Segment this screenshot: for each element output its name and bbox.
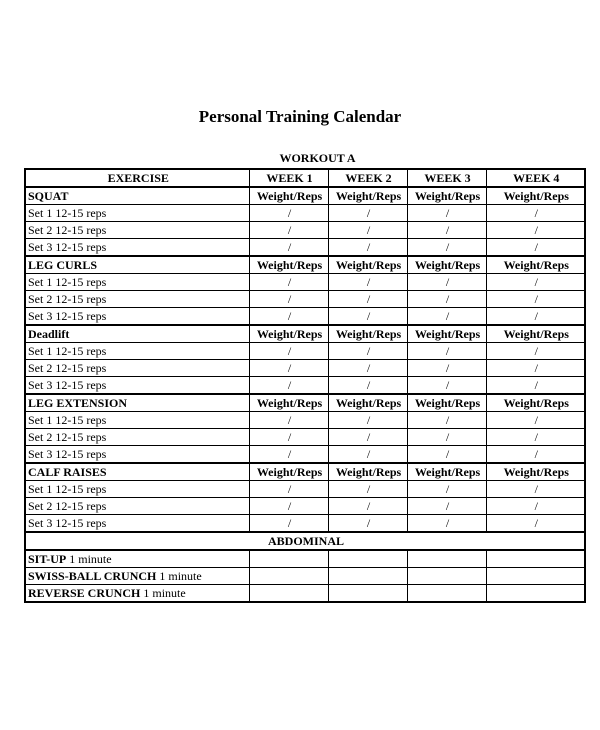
set-row [25, 222, 585, 239]
set-label: Set 1 12-15 reps [25, 412, 249, 429]
week-4-entry-cell[interactable]: / [486, 222, 585, 239]
week-4-entry-cell[interactable]: / [486, 481, 585, 498]
exercise-header-row [25, 187, 585, 205]
set-row [25, 446, 585, 464]
set-label: Set 2 12-15 reps [25, 291, 249, 308]
week-4-entry-cell[interactable]: / [486, 429, 585, 446]
week-1-entry-cell[interactable]: / [249, 239, 328, 257]
weight-reps-label: Weight/Reps [249, 394, 328, 412]
week-1-entry-cell[interactable]: / [249, 291, 328, 308]
week-2-entry-cell[interactable] [328, 585, 407, 603]
week-2-entry-cell[interactable]: / [328, 222, 407, 239]
weight-reps-label: Weight/Reps [486, 187, 585, 205]
set-label: Set 3 12-15 reps [25, 377, 249, 395]
abdominal-row [25, 585, 585, 603]
abdominal-exercise-duration: 1 minute [143, 586, 186, 600]
weight-reps-label: Weight/Reps [249, 187, 328, 205]
week-1-entry-cell[interactable] [249, 585, 328, 603]
set-row [25, 498, 585, 515]
week-4-header: WEEK 4 [486, 169, 585, 187]
week-2-entry-cell[interactable]: / [328, 446, 407, 464]
week-1-entry-cell[interactable]: / [249, 377, 328, 395]
week-1-entry-cell[interactable]: / [249, 515, 328, 533]
set-row [25, 308, 585, 326]
week-3-entry-cell[interactable]: / [407, 239, 486, 257]
set-label: Set 3 12-15 reps [25, 239, 249, 257]
week-2-entry-cell[interactable]: / [328, 308, 407, 326]
week-3-entry-cell[interactable]: / [407, 412, 486, 429]
week-3-entry-cell[interactable]: / [407, 343, 486, 360]
set-row [25, 481, 585, 498]
set-label: Set 3 12-15 reps [25, 308, 249, 326]
week-4-entry-cell[interactable]: / [486, 412, 585, 429]
week-4-entry-cell[interactable]: / [486, 291, 585, 308]
exercise-name: LEG EXTENSION [25, 394, 249, 412]
exercise-name: Deadlift [25, 325, 249, 343]
set-label: Set 3 12-15 reps [25, 446, 249, 464]
set-label: Set 1 12-15 reps [25, 274, 249, 291]
exercise-header-row [25, 394, 585, 412]
week-1-entry-cell[interactable]: / [249, 222, 328, 239]
exercise-header-row [25, 325, 585, 343]
week-1-entry-cell[interactable]: / [249, 360, 328, 377]
week-4-entry-cell[interactable] [486, 568, 585, 585]
week-3-entry-cell[interactable]: / [407, 308, 486, 326]
header-row [25, 169, 585, 187]
set-label: Set 3 12-15 reps [25, 515, 249, 533]
set-label: Set 2 12-15 reps [25, 429, 249, 446]
week-4-entry-cell[interactable]: / [486, 308, 585, 326]
weight-reps-label: Weight/Reps [249, 463, 328, 481]
week-2-entry-cell[interactable]: / [328, 498, 407, 515]
abdominal-row [25, 568, 585, 585]
set-row [25, 239, 585, 257]
week-3-entry-cell[interactable] [407, 585, 486, 603]
week-4-entry-cell[interactable]: / [486, 239, 585, 257]
abdominal-exercise-name: SIT-UP [28, 552, 67, 566]
set-label: Set 1 12-15 reps [25, 343, 249, 360]
week-1-entry-cell[interactable]: / [249, 429, 328, 446]
week-1-entry-cell[interactable] [249, 550, 328, 568]
week-3-entry-cell[interactable]: / [407, 222, 486, 239]
abdominal-row [25, 550, 585, 568]
weight-reps-label: Weight/Reps [249, 325, 328, 343]
week-3-entry-cell[interactable]: / [407, 291, 486, 308]
weight-reps-label: Weight/Reps [407, 463, 486, 481]
weight-reps-label: Weight/Reps [407, 325, 486, 343]
week-1-entry-cell[interactable]: / [249, 446, 328, 464]
weight-reps-label: Weight/Reps [328, 187, 407, 205]
weight-reps-label: Weight/Reps [328, 325, 407, 343]
week-4-entry-cell[interactable]: / [486, 343, 585, 360]
week-3-entry-cell[interactable]: / [407, 360, 486, 377]
set-label: Set 1 12-15 reps [25, 205, 249, 222]
exercise-name: LEG CURLS [25, 256, 249, 274]
set-row [25, 274, 585, 291]
week-2-entry-cell[interactable]: / [328, 239, 407, 257]
week-2-entry-cell[interactable] [328, 568, 407, 585]
exercise-header-row [25, 256, 585, 274]
week-3-entry-cell[interactable]: / [407, 274, 486, 291]
week-1-entry-cell[interactable]: / [249, 274, 328, 291]
page-title: Personal Training Calendar [198, 107, 402, 126]
week-2-header: WEEK 2 [328, 169, 407, 187]
set-row [25, 205, 585, 222]
week-4-entry-cell[interactable]: / [486, 515, 585, 533]
abdominal-exercise [25, 550, 249, 568]
week-1-entry-cell[interactable]: / [249, 412, 328, 429]
set-label: Set 2 12-15 reps [25, 222, 249, 239]
abdominal-exercise-duration: 1 minute [159, 569, 202, 583]
set-label: Set 2 12-15 reps [25, 498, 249, 515]
training-table [24, 168, 586, 603]
weight-reps-label: Weight/Reps [407, 394, 486, 412]
set-label: Set 1 12-15 reps [25, 481, 249, 498]
abdominal-header-row [25, 532, 585, 550]
week-1-entry-cell[interactable]: / [249, 205, 328, 222]
week-3-entry-cell[interactable]: / [407, 377, 486, 395]
week-3-header: WEEK 3 [407, 169, 486, 187]
week-4-entry-cell[interactable]: / [486, 446, 585, 464]
week-2-entry-cell[interactable]: / [328, 274, 407, 291]
week-1-entry-cell[interactable]: / [249, 308, 328, 326]
abdominal-exercise [25, 568, 249, 585]
set-row [25, 377, 585, 395]
week-4-entry-cell[interactable]: / [486, 377, 585, 395]
set-row [25, 291, 585, 308]
week-3-entry-cell[interactable]: / [407, 481, 486, 498]
week-4-entry-cell[interactable]: / [486, 360, 585, 377]
exercise-name: SQUAT [25, 187, 249, 205]
week-2-entry-cell[interactable]: / [328, 412, 407, 429]
week-2-entry-cell[interactable]: / [328, 429, 407, 446]
abdominal-title: ABDOMINAL [25, 532, 585, 550]
week-2-entry-cell[interactable] [328, 550, 407, 568]
week-2-entry-cell[interactable]: / [328, 360, 407, 377]
table-body [25, 187, 585, 602]
set-row [25, 429, 585, 446]
weight-reps-label: Weight/Reps [249, 256, 328, 274]
week-4-entry-cell[interactable] [486, 550, 585, 568]
weight-reps-label: Weight/Reps [328, 463, 407, 481]
week-3-entry-cell[interactable] [407, 550, 486, 568]
weight-reps-label: Weight/Reps [486, 394, 585, 412]
week-4-entry-cell[interactable] [486, 585, 585, 603]
exercise-header: EXERCISE [25, 169, 249, 187]
exercise-header-row [25, 463, 585, 481]
abdominal-exercise-name: REVERSE CRUNCH [28, 586, 141, 600]
week-4-entry-cell[interactable]: / [486, 205, 585, 222]
weight-reps-label: Weight/Reps [486, 256, 585, 274]
set-row [25, 360, 585, 377]
week-3-entry-cell[interactable] [407, 568, 486, 585]
abdominal-exercise-duration: 1 minute [69, 552, 112, 566]
abdominal-exercise-name: SWISS-BALL CRUNCH [28, 569, 157, 583]
set-row [25, 515, 585, 533]
week-1-entry-cell[interactable] [249, 568, 328, 585]
week-3-entry-cell[interactable]: / [407, 429, 486, 446]
weight-reps-label: Weight/Reps [407, 256, 486, 274]
weight-reps-label: Weight/Reps [486, 325, 585, 343]
weight-reps-label: Weight/Reps [407, 187, 486, 205]
week-2-entry-cell[interactable]: / [328, 291, 407, 308]
week-1-entry-cell[interactable]: / [249, 343, 328, 360]
week-2-entry-cell[interactable]: / [328, 377, 407, 395]
week-3-entry-cell[interactable]: / [407, 205, 486, 222]
set-label: Set 2 12-15 reps [25, 360, 249, 377]
week-3-entry-cell[interactable]: / [407, 446, 486, 464]
set-row [25, 343, 585, 360]
week-1-entry-cell[interactable]: / [249, 498, 328, 515]
week-4-entry-cell[interactable]: / [486, 274, 585, 291]
abdominal-exercise [25, 585, 249, 603]
week-3-entry-cell[interactable]: / [407, 498, 486, 515]
week-2-entry-cell[interactable]: / [328, 205, 407, 222]
week-2-entry-cell[interactable]: / [328, 515, 407, 533]
workout-label: WORKOUT A [279, 151, 356, 165]
set-row [25, 412, 585, 429]
weight-reps-label: Weight/Reps [486, 463, 585, 481]
week-1-header: WEEK 1 [249, 169, 328, 187]
exercise-name: CALF RAISES [25, 463, 249, 481]
week-4-entry-cell[interactable]: / [486, 498, 585, 515]
week-3-entry-cell[interactable]: / [407, 515, 486, 533]
week-2-entry-cell[interactable]: / [328, 343, 407, 360]
weight-reps-label: Weight/Reps [328, 256, 407, 274]
weight-reps-label: Weight/Reps [328, 394, 407, 412]
week-2-entry-cell[interactable]: / [328, 481, 407, 498]
week-1-entry-cell[interactable]: / [249, 481, 328, 498]
